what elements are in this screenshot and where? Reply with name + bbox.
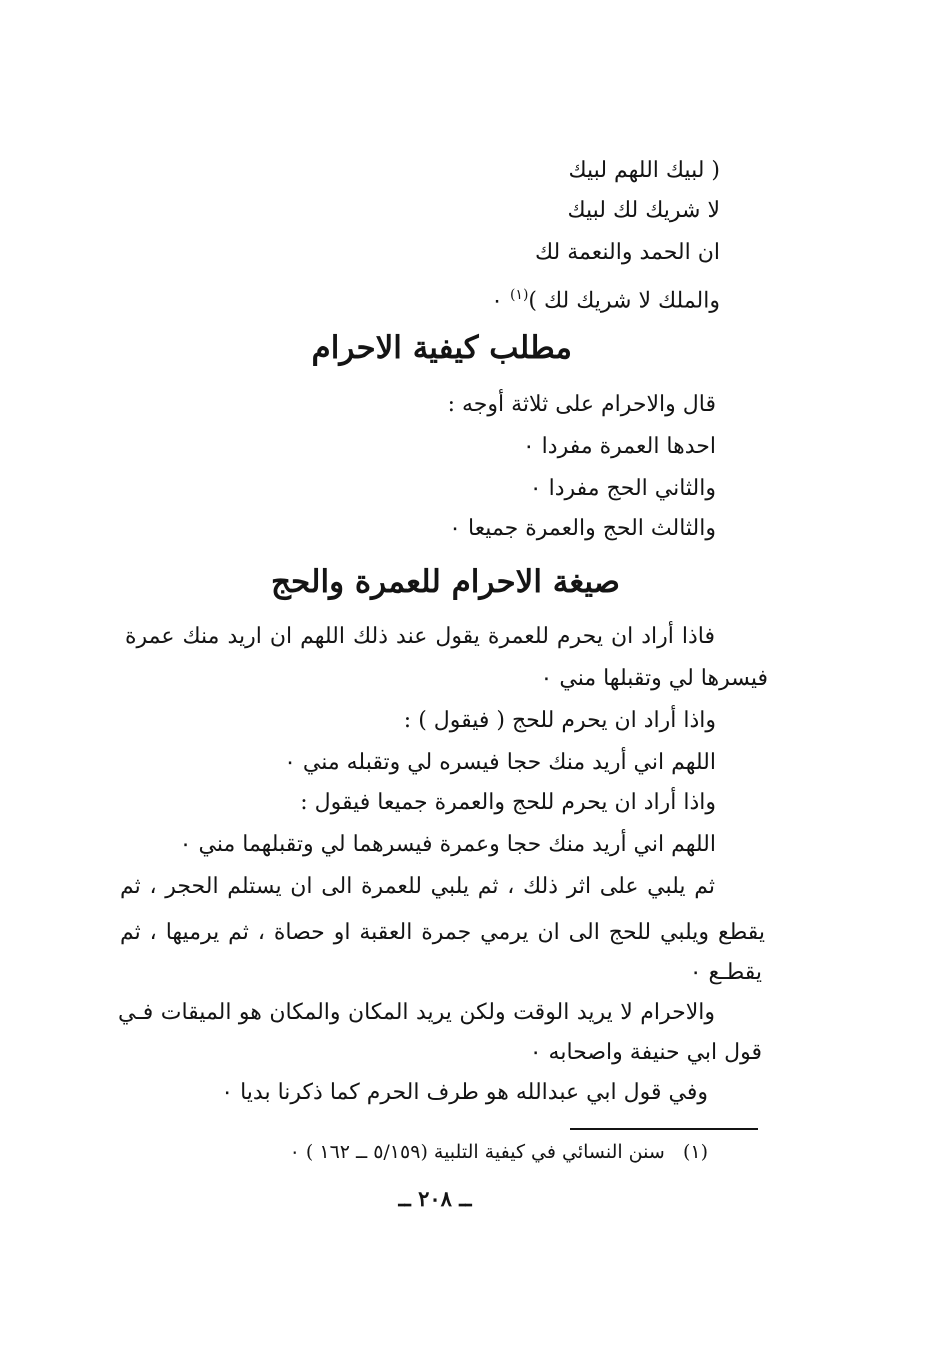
paragraph-4-line-1: ثم يلبي على اثر ذلك ، ثم يلبي للعمرة الى ان يستلم الحجر ، ثم xyxy=(120,874,715,899)
paragraph-6-line-1: وفي قول ابي عبدالله هو طرف الحرم كما ذكرنا بديا ٠ xyxy=(221,1080,708,1105)
paragraph-3-line-2: اللهم اني أريد منك حجا وعمرة فيسرهما لي وتقبلهما مني ٠ xyxy=(179,832,716,857)
paragraph-3-line-1: واذا أراد ان يحرم للحج والعمرة جميعا فيقول : xyxy=(300,790,716,815)
talbiyah-line-4-end: ٠ xyxy=(491,288,510,314)
section1-intro: قال والاحرام على ثلاثة أوجه : xyxy=(447,392,716,417)
section-heading-ihram-formula: صيغة الاحرام للعمرة والحج xyxy=(271,564,620,600)
paragraph-1-line-1: فاذا أراد ان يحرم للعمرة يقول عند ذلك اللهم ان اريد منك عمرة xyxy=(125,624,715,649)
footnote-number: (١) xyxy=(682,1141,708,1163)
paragraph-5-line-1: والاحرام لا يريد الوقت ولكن يريد المكان والمكان هو الميقات فـي xyxy=(118,1000,715,1025)
talbiyah-line-4 xyxy=(491,280,720,316)
footnote xyxy=(290,1138,708,1166)
footnote-separator xyxy=(570,1128,758,1130)
paragraph-1-line-2: فيسرها لي وتقبلها مني ٠ xyxy=(540,666,768,691)
paragraph-2-line-2: اللهم اني أريد منك حجا فيسره لي وتقبله مني ٠ xyxy=(284,750,716,775)
paragraph-4-line-2: يقطع ويلبي للحج الى ان يرمي جمرة العقبة او حصاة ، ثم يرميها ، ثم xyxy=(120,920,765,945)
talbiyah-line-3: ان الحمد والنعمة لك xyxy=(535,240,720,265)
section1-item-1: احدها العمرة مفردا ٠ xyxy=(522,434,716,459)
paragraph-5-line-2: قول ابي حنيفة واصحابه ٠ xyxy=(529,1040,762,1065)
page-number: ــ ٢٠٨ ــ xyxy=(398,1186,472,1211)
section1-item-3: والثالث الحج والعمرة جميعا ٠ xyxy=(449,516,716,541)
paragraph-4-line-3: يقطـع ٠ xyxy=(689,960,762,985)
talbiyah-line-4-text: والملك لا شريك لك ) xyxy=(528,288,720,314)
paragraph-2-line-1: واذا أراد ان يحرم للحج ( فيقول ) : xyxy=(403,708,716,733)
footnote-reference: (١) xyxy=(509,287,529,303)
talbiyah-line-1: ( لبيك اللهم لبيك xyxy=(568,158,720,183)
section1-item-2: والثاني الحج مفردا ٠ xyxy=(529,476,716,501)
footnote-text: سنن النسائي في كيفية التلبية (٥/١٥٩ ــ ١٦٢ ) ٠ xyxy=(289,1141,665,1163)
talbiyah-line-2: لا شريك لك لبيك xyxy=(567,198,720,223)
section-heading-ihram-manner: مطلب كيفية الاحرام xyxy=(311,330,572,366)
